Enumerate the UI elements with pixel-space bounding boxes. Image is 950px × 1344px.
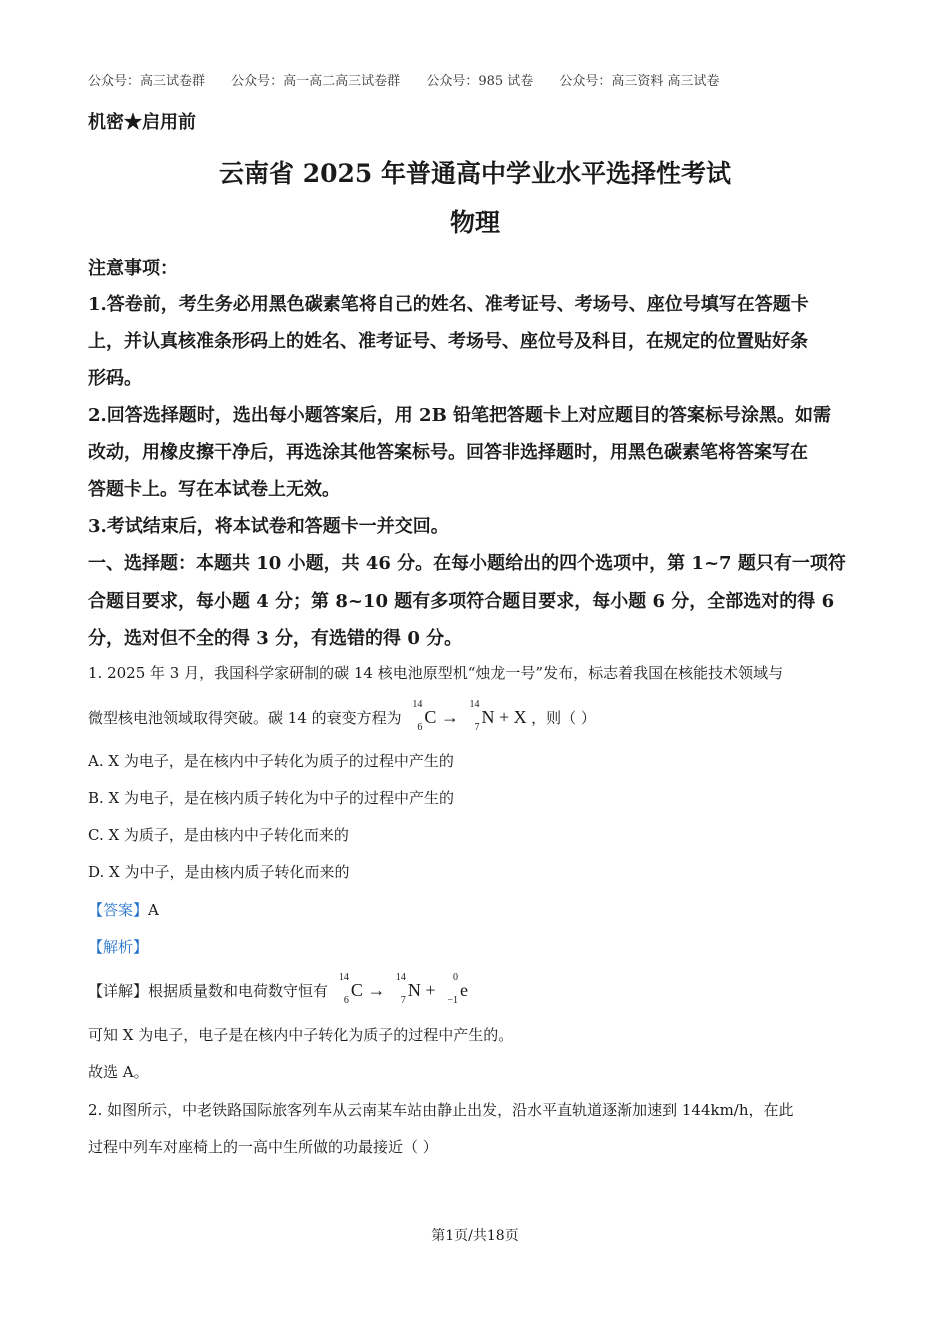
notes-line: 上，并认真核准条形码上的姓名、准考证号、考场号、座位号及科目，在规定的位置贴好条 bbox=[88, 331, 808, 352]
plus-symbol: + bbox=[425, 980, 436, 1000]
e-symbol: e bbox=[459, 980, 468, 1000]
notes-line: 答题卡上。写在本试卷上无效。 bbox=[88, 479, 340, 500]
notes-line: 2.回答选择题时，选出每小题答案后，用 2B 铅笔把答题卡上对应题目的答案标号涂黑。如需 bbox=[88, 405, 832, 426]
confidential-label: 机密★启用前 bbox=[88, 112, 196, 133]
option-b: B. X 为电子，是在核内质子转化为中子的过程中产生的 bbox=[88, 789, 455, 807]
analysis-label: 【解析】 bbox=[88, 938, 149, 956]
exam-title: 云南省 2025 年普通高中学业水平选择性考试 bbox=[219, 159, 731, 188]
e-charge: −1 bbox=[447, 995, 458, 1006]
notes-line: 改动，用橡皮擦干净后，再选涂其他答案标号。回答非选择题时，用黑色碳素笔将答案写在 bbox=[88, 442, 808, 463]
question-1-stem-line2 bbox=[88, 699, 596, 733]
option-c: C. X 为质子，是由核内中子转化而来的 bbox=[88, 826, 349, 844]
detail-label: 【详解】 bbox=[88, 982, 149, 1000]
plus-x: + X bbox=[498, 707, 527, 727]
option-d: D. X 为中子，是由核内质子转化而来的 bbox=[88, 863, 350, 881]
header-item: 公众号：高一高二高三试卷群 bbox=[231, 74, 401, 89]
n-charge: 7 bbox=[400, 995, 406, 1006]
c-symbol: C bbox=[424, 707, 437, 727]
arrow-symbol: → bbox=[440, 707, 459, 727]
notes-line: 3.考试结束后，将本试卷和答题卡一并交回。 bbox=[88, 516, 449, 537]
n-symbol: N bbox=[481, 707, 495, 727]
answer-value: A bbox=[148, 901, 159, 919]
arrow-symbol: → bbox=[367, 980, 386, 1000]
detail-line bbox=[88, 972, 468, 1006]
question-2-stem-line2: 过程中列车对座椅上的一高中生所做的功最接近（ ） bbox=[88, 1138, 438, 1156]
header-bar bbox=[88, 70, 742, 89]
c-charge: 6 bbox=[417, 722, 423, 733]
question-1-stem-end: ，则（ ） bbox=[531, 709, 596, 727]
question-1-stem: 1. 2025 年 3 月，我国科学家研制的碳 14 核电池原型机“烛龙一号”发布，标志着我国在核能技术领域与 bbox=[88, 664, 784, 682]
answer-line bbox=[88, 899, 159, 920]
subject-title: 物理 bbox=[449, 208, 500, 237]
answer-label: 【答案】 bbox=[88, 901, 149, 919]
n-mass: 14 bbox=[469, 699, 480, 710]
section-instructions: 分，选对但不全的得 3 分，有选错的得 0 分。 bbox=[88, 628, 463, 649]
notes-line: 形码。 bbox=[88, 368, 142, 389]
choose-line: 故选 A。 bbox=[88, 1063, 149, 1081]
decay-equation bbox=[406, 699, 531, 733]
question-1-stem-text: 微型核电池领域取得突破。碳 14 的衰变方程为 bbox=[88, 709, 402, 727]
c-charge: 6 bbox=[343, 995, 349, 1006]
notes-line: 1.答卷前，考生务必用黑色碳素笔将自己的姓名、准考证号、考场号、座位号填写在答题卡 bbox=[88, 294, 809, 315]
conclusion-line: 可知 X 为电子，电子是在核内中子转化为质子的过程中产生的。 bbox=[88, 1026, 514, 1044]
section-instructions: 一、选择题：本题共 10 小题，共 46 分。在每小题给出的四个选项中，第 1~7 题只有一项符 bbox=[88, 553, 846, 574]
c-symbol: C bbox=[350, 980, 363, 1000]
header-item: 公众号：985 试卷 bbox=[426, 74, 534, 89]
header-item: 公众号：高三资料 高三试卷 bbox=[559, 74, 720, 89]
detail-text: 根据质量数和电荷数守恒有 bbox=[148, 982, 329, 1000]
c-mass: 14 bbox=[412, 699, 423, 710]
n-mass: 14 bbox=[395, 972, 406, 983]
n-charge: 7 bbox=[474, 722, 480, 733]
e-mass: 0 bbox=[452, 972, 458, 983]
question-2-stem: 2. 如图所示，中老铁路国际旅客列车从云南某车站由静止出发，沿水平直轨道逐渐加速到 144km/h，在此 bbox=[88, 1101, 794, 1119]
detail-equation bbox=[333, 972, 468, 1006]
notes-heading: 注意事项： bbox=[88, 258, 178, 279]
page-number: 第1页/共18页 bbox=[431, 1228, 519, 1244]
header-item: 公众号：高三试卷群 bbox=[88, 74, 206, 89]
n-symbol: N bbox=[407, 980, 421, 1000]
section-instructions: 合题目要求，每小题 4 分；第 8~10 题有多项符合题目要求，每小题 6 分，全部选对的得 6 bbox=[88, 591, 835, 612]
c-mass: 14 bbox=[338, 972, 349, 983]
option-a: A. X 为电子，是在核内中子转化为质子的过程中产生的 bbox=[88, 752, 454, 770]
